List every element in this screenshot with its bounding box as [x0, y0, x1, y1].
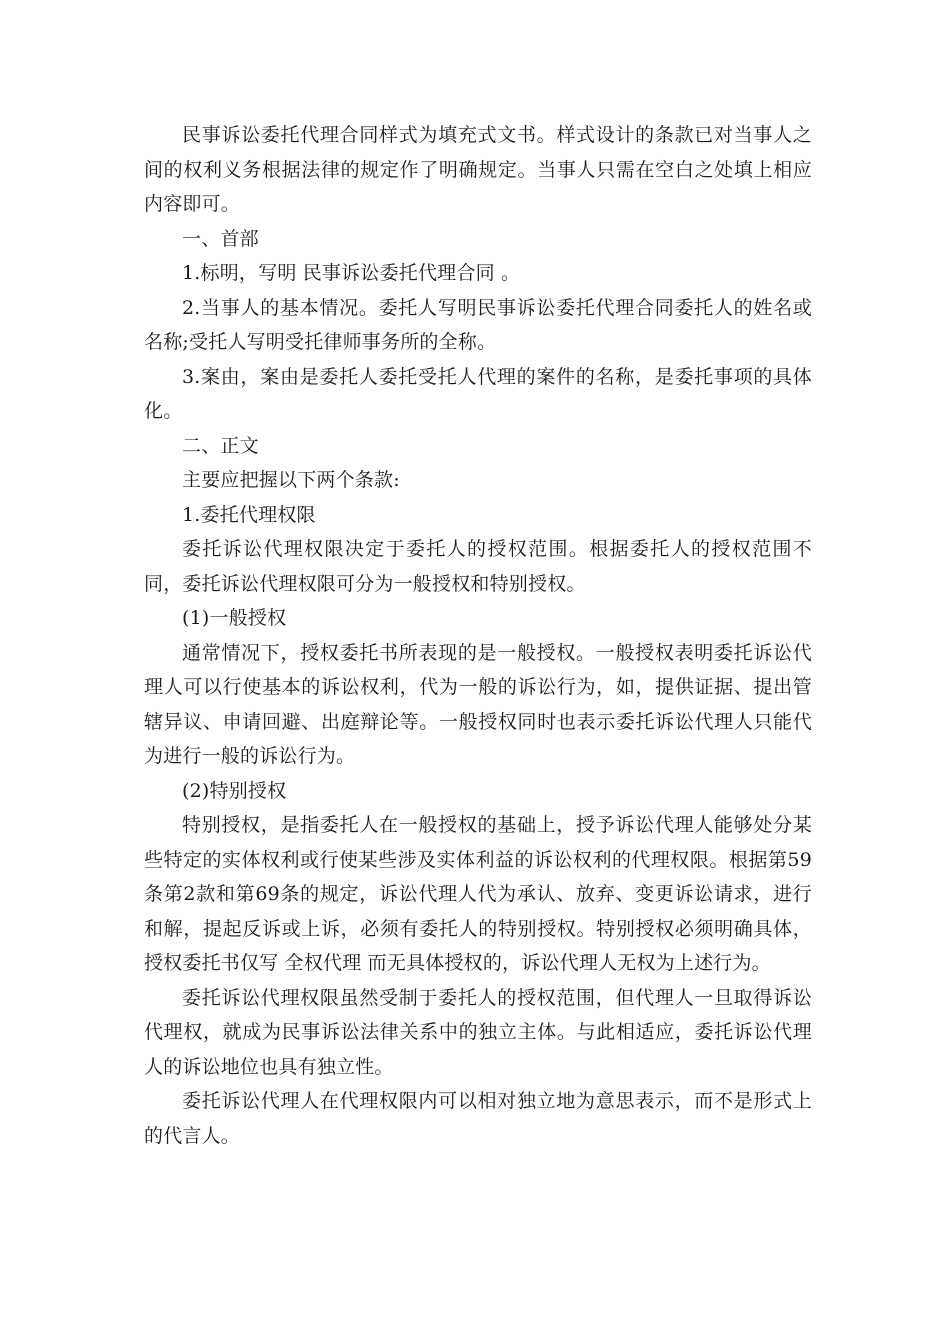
paragraph-general-authorization: 通常情况下，授权委托书所表现的是一般授权。一般授权表明委托诉讼代理人可以行使基本的诉讼权利，代为一般的诉讼行为，如，提供证据、提出管辖异议、申请回避、出庭辩论等。一般授权同时也表示委托诉讼代理人只能代为进行一般的诉讼行为。	[144, 641, 812, 767]
paragraph-special-authorization: 特别授权，是指委托人在一般授权的基础上，授予诉讼代理人能够处分某些特定的实体权利或行使某些涉及实体利益的诉讼权利的代理权限。根据第59条第2款和第69条的规定，诉讼代理人代为承认、放弃、变更诉讼请求，进行和解，提起反诉或上诉，必须有委托人的特别授权。特别授权必须明确具体，授权委托书仅写 全权代理 而无具体授权的，诉讼代理人无权为上述行为。	[144, 814, 812, 974]
paragraph-item-parties: 2.当事人的基本情况。委托人写明民事诉讼委托代理合同委托人的姓名或名称;受托人写明受托律师事务所的全称。	[144, 296, 812, 353]
paragraph-independence: 委托诉讼代理权限虽然受制于委托人的授权范围，但代理人一旦取得诉讼代理权，就成为民事诉讼法律关系中的独立主体。与此相适应，委托诉讼代理人的诉讼地位也具有独立性。	[144, 986, 812, 1078]
heading-special-authorization: (2)特别授权	[182, 779, 287, 802]
paragraph-item-title: 1.标明，写明 民事诉讼委托代理合同 。	[182, 262, 521, 284]
heading-body-section: 二、正文	[182, 434, 259, 457]
heading-header-section: 一、首部	[182, 227, 259, 250]
paragraph-main-clauses: 主要应把握以下两个条款:	[182, 469, 400, 491]
heading-general-authorization: (1)一般授权	[182, 607, 287, 629]
document-page	[144, 118, 812, 1153]
paragraph-representation: 委托诉讼代理人在代理权限内可以相对独立地为意思表示，而不是形式上的代言人。	[144, 1090, 812, 1147]
paragraph-intro: 民事诉讼委托代理合同样式为填充式文书。样式设计的条款已对当事人之间的权利义务根据法律的规定作了明确规定。当事人只需在空白之处填上相应内容即可。	[144, 124, 812, 215]
paragraph-agency-scope: 委托诉讼代理权限决定于委托人的授权范围。根据委托人的授权范围不同，委托诉讼代理权限可分为一般授权和特别授权。	[144, 538, 812, 595]
paragraph-item-cause: 3.案由，案由是委托人委托受托人代理的案件的名称，是委托事项的具体化。	[144, 365, 812, 422]
heading-agency-scope: 1.委托代理权限	[182, 503, 316, 526]
